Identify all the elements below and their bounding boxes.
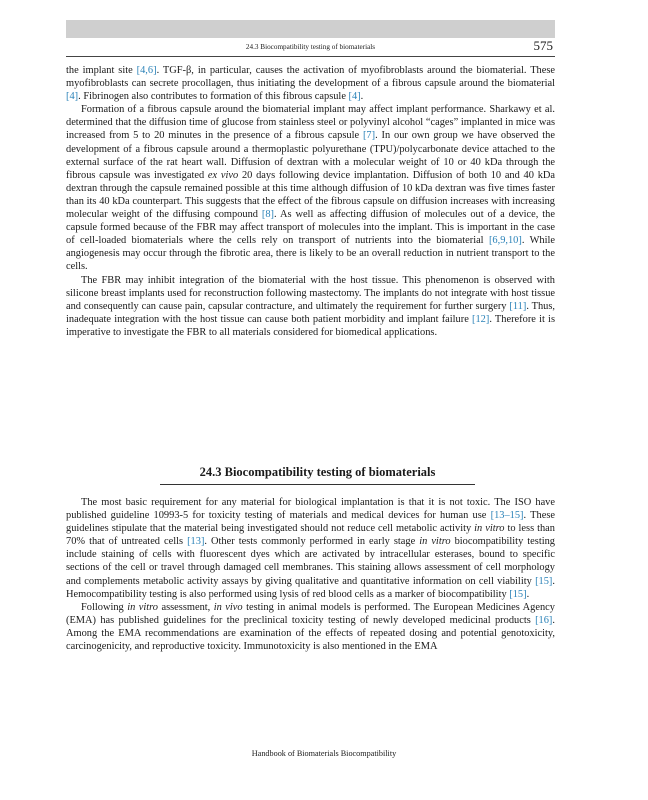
page-number: 575 [533, 38, 553, 53]
paragraph-2: Formation of a fibrous capsule around the biomaterial implant may affect implant performance. Sharkawy et al. determined that the diffusion time of glucose from stainless steel or polyvinyl alcohol “cages” implanted in mice was increased from 5 to 20 minutes in the presence of a fibrous capsule [7]. In our own group we have observed the development of a fibrous capsule around a thermoplastic polyurethane (TPU)/polycarbonate device attached to the external surface of the rat heart wall. Diffusion of dextran with a molecular weight of 10 or 40 kDa through the fibrous capsule was investigated ex vivo 20 days following device implantation. Diffusion of both 10 and 40 kDa dextran through the capsule remained possible at this time although diffusion of 10 kDa dextran was five times faster than its 40 kDa counterpart. This suggests that the effect of the fibrous capsule on diffusion increases with increasing molecular weight of the diffusing compound [8]. As well as affecting diffusion of molecules out of a device, the capsule formed because of the FBR may affect transport of molecules into the implant. This is important in the case of cell-loaded biomaterials where the cells rely on transport of nutrients into the biomaterial [6,9,10]. While angiogenesis may occur through the fibrotic area, there is likely to be an overall reduction in nutrient transport to the cells. [66, 104, 555, 273]
paragraph-3: The FBR may inhibit integration of the biomaterial with the host tissue. This phenomenon is observed with silicone breast implants used for reconstruction following mastectomy. The implants do not integrate with host tissue and consequently can cause pain, capsular contracture, and ultimately the requirement for further surgery [11]. Thus, inadequate integration with the host tissue can cause both patient morbidity and implant failure [12]. Therefore it is imperative to investigate the FBR to all materials considered for biomedical applications. [66, 274, 555, 338]
body-text-top [66, 64, 555, 339]
citation-link[interactable]: [13–15] [490, 510, 524, 522]
header-bar [66, 20, 555, 38]
citation-link[interactable]: [15] [535, 575, 553, 587]
paragraph-4: The most basic requirement for any material for biological implantation is that it is not toxic. The ISO have published guideline 10993-5 for toxicity testing of materials and medical devices for human use [13–15]. These guidelines stipulate that the material being investigated should not reduce cell metabolic activity in vitro to less than 70% that of untreated cells [13]. Other tests commonly performed in early stage in vitro biocompatibility testing include staining of cells with fluorescent dyes which are activated by intracellular esterases, bound to specific sections of the cell or travel through damaged cell membranes. This staining allows assessment of cell morphology and complements metabolic activity assays by giving qualitative and quantitative information on cell viability [15]. Hemocompatibility testing is also performed using lysis of red blood cells as a marker of biocompatibility [15]. [66, 497, 555, 600]
citation-link[interactable]: [12] [472, 313, 490, 325]
citation-link[interactable]: [4,6] [136, 65, 157, 76]
running-title: 24.3 Biocompatibility testing of biomaterials [245, 43, 376, 51]
header-rule [66, 56, 555, 57]
footer-book-title: Handbook of Biomaterials Biocompatibility [251, 749, 397, 758]
citation-link[interactable]: [15] [509, 588, 527, 600]
citation-link[interactable]: [8] [261, 209, 275, 221]
citation-link[interactable]: [13] [187, 536, 205, 548]
running-head [66, 40, 555, 54]
citation-link[interactable]: [4] [66, 91, 79, 103]
paragraph-5: Following in vitro assessment, in vivo testing in animal models is performed. The European Medicines Agency (EMA) has published guidelines for the preclinical toxicity testing of newly developed medicinal products [16]. Among the EMA recommendations are examination of the effects of repeated dosing and potential genotoxicity, carcinogenicity, and reproductive toxicity. Immunotoxicity is also mentioned in the EMA [66, 601, 555, 653]
citation-link[interactable]: [4] [348, 91, 361, 103]
citation-link[interactable]: [16] [535, 614, 553, 626]
section-heading: 24.3 Biocompatibility testing of biomaterials [160, 465, 475, 485]
citation-link[interactable]: [7] [362, 130, 376, 142]
citation-link[interactable]: [6,9,10] [488, 235, 522, 247]
citation-link[interactable]: [11] [509, 300, 527, 312]
body-text-bottom [66, 496, 555, 653]
paragraph-1: the implant site [4,6]. TGF-β, in particular, causes the activation of myofibroblasts around the biomaterial. These myofibroblasts can secrete procollagen, thus initiating the development of a fibrous capsule around the biomaterial [4]. Fibrinogen also contributes to formation of this fibrous capsule [4]. [66, 65, 555, 103]
